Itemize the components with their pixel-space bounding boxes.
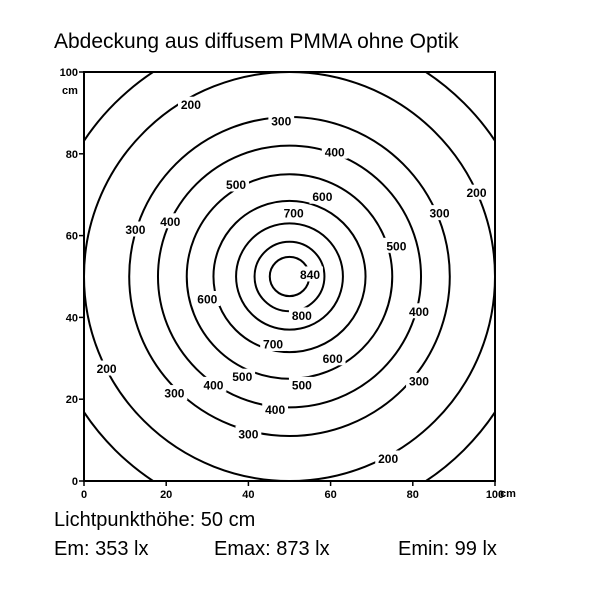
contour-label: 700 xyxy=(283,206,304,221)
contour-label: 400 xyxy=(408,304,429,319)
y-unit-label: cm xyxy=(62,85,78,97)
contour-100 xyxy=(43,31,536,522)
contour-label: 300 xyxy=(271,114,292,129)
emax-value: Emax: 873 lx xyxy=(214,538,330,560)
contour-label: 800 xyxy=(291,308,312,323)
x-tick-label: 0 xyxy=(80,489,88,501)
contour-label: 400 xyxy=(324,145,345,160)
contour-label: 300 xyxy=(164,386,185,401)
y-tick-label: 40 xyxy=(65,312,78,325)
contour-label: 400 xyxy=(203,378,224,393)
contour-label: 500 xyxy=(232,370,253,385)
y-tick-label: 0 xyxy=(71,476,78,488)
y-tick-label: 20 xyxy=(65,394,78,407)
contour-label: 300 xyxy=(429,206,450,221)
x-tick-label: 40 xyxy=(242,489,255,501)
x-unit-label: cm xyxy=(500,488,516,500)
x-tick-label: 80 xyxy=(406,489,419,501)
contour-labels xyxy=(94,97,490,466)
y-tick-label: 100 xyxy=(59,67,78,79)
chart-title: Abdeckung aus diffusem PMMA ohne Optik xyxy=(54,30,459,53)
contour-lines xyxy=(43,31,536,522)
contour-label: 200 xyxy=(466,186,487,201)
contour-label: 500 xyxy=(386,239,407,254)
plot-frame xyxy=(84,72,495,481)
contour-label: 840 xyxy=(300,267,321,282)
y-tick-label: 80 xyxy=(65,148,78,161)
contour-label: 500 xyxy=(226,177,247,192)
x-tick-label: 60 xyxy=(324,489,337,501)
contour-label: 200 xyxy=(378,452,399,467)
emin-value: Emin: 99 lx xyxy=(398,538,497,560)
contour-label: 600 xyxy=(322,351,343,366)
contour-label: 500 xyxy=(291,378,312,393)
contour-label: 300 xyxy=(238,427,259,442)
contour-label: 400 xyxy=(160,214,181,229)
contour-label: 400 xyxy=(265,402,286,417)
mounting-height: Lichtpunkthöhe: 50 cm xyxy=(54,509,256,531)
contour-label: 600 xyxy=(197,292,218,307)
contour-200 xyxy=(84,72,495,481)
contour-label: 200 xyxy=(180,98,201,113)
y-tick-label: 60 xyxy=(65,230,78,243)
contour-label: 700 xyxy=(263,337,284,352)
contour-500 xyxy=(187,174,393,379)
contour-label: 200 xyxy=(96,362,117,377)
x-tick-label: 100 xyxy=(485,489,505,501)
contour-label: 600 xyxy=(312,190,333,205)
x-tick-label: 20 xyxy=(160,489,173,501)
contour-label: 300 xyxy=(408,374,429,389)
contour-400 xyxy=(158,146,421,408)
em-value: Em: 353 lx xyxy=(54,538,149,560)
contour-label: 300 xyxy=(125,222,146,237)
